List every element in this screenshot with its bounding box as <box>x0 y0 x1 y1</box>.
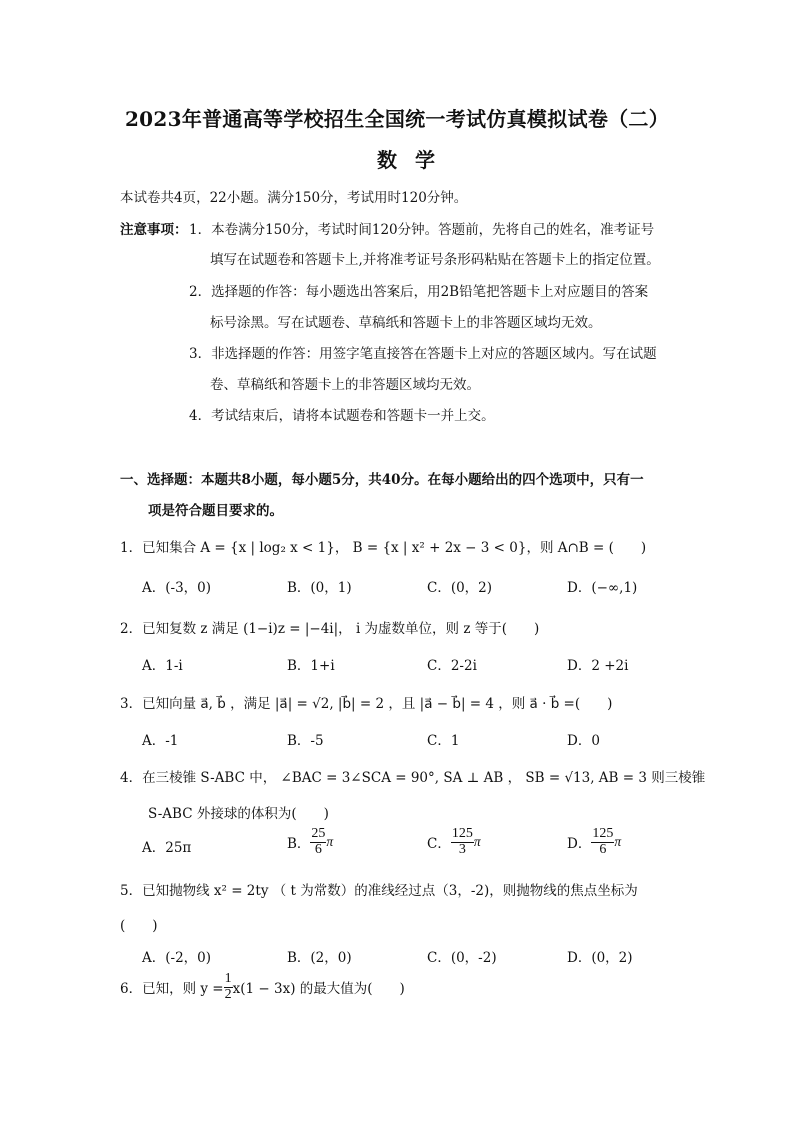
question-6-fraction <box>224 972 233 1002</box>
option-d-fraction <box>591 827 614 857</box>
option-letter: B． <box>287 836 311 853</box>
question-5-option-c: C．(0，-2) <box>427 950 497 966</box>
notice-item-1-line1: 1．本卷满分150分，考试时间120分钟。答题前，先将自己的姓名，准考证号 <box>189 222 655 238</box>
question-3-stem: 3．已知向量 a⃗, b⃗ ，满足 |a⃗| = √2, |b⃗| = 2 ，且 |a⃗ − b⃗| = 4 ，则 a⃗ · b⃗ =( ) <box>120 696 613 712</box>
question-6-stem-pre: 6．已知，则 y = <box>120 981 224 998</box>
question-4-option-c <box>427 827 481 857</box>
question-5-stem: 5．已知抛物线 x² = 2ty （ t 为常数）的准线经过点（3，-2)，则抛物线的焦点坐标为 <box>120 883 638 899</box>
question-2-option-b: B．1+i <box>287 658 335 674</box>
question-2-option-a: A．1-i <box>142 658 183 674</box>
page-title: 2023年普通高等学校招生全国统一考试仿真模拟试卷（二） <box>124 107 670 131</box>
question-4-option-a: A．25π <box>142 840 192 856</box>
section1-heading-line1: 一、选择题：本题共8小题，每小题5分，共40分。在每小题给出的四个选项中，只有一 <box>120 472 644 488</box>
question-1-option-a: A．(-3，0) <box>142 580 212 596</box>
question-5-option-a: A．(-2，0) <box>142 950 212 966</box>
question-1-stem: 1．已知集合 A = {x | log₂ x < 1}， B = {x | x² + 2x − 3 < 0}，则 A∩B = ( ) <box>120 540 647 556</box>
question-3-option-d: D．0 <box>567 733 600 749</box>
pi-symbol: π <box>473 834 481 850</box>
option-c-fraction <box>451 827 474 857</box>
notice-item-1-line2: 填写在试题卷和答题卡上,并将准考证号条形码粘贴在答题卡上的指定位置。 <box>210 252 660 268</box>
question-1-option-d: D．(−∞,1) <box>567 580 638 596</box>
notice-item-3-line2: 卷、草稿纸和答题卡上的非答题区域均无效。 <box>210 377 480 393</box>
notice-item-2-line2: 标号涂黑。写在试题卷、草稿纸和答题卡上的非答题区域均无效。 <box>210 315 602 331</box>
question-3-option-a: A．-1 <box>142 733 179 749</box>
option-letter: C． <box>427 836 451 853</box>
intro-text: 本试卷共4页，22小题。满分150分，考试用时120分钟。 <box>120 190 468 206</box>
question-2-stem: 2．已知复数 z 满足 (1−i)z = |−4i|， i 为虚数单位，则 z 等于( ) <box>120 621 540 637</box>
question-6-stem <box>120 972 405 1002</box>
fraction-denominator: 2 <box>224 986 232 1002</box>
question-3-option-b: B．-5 <box>287 733 324 749</box>
option-b-fraction <box>310 827 326 857</box>
question-4-option-b <box>287 827 333 857</box>
notice-item-2-line1: 2．选择题的作答：每小题选出答案后，用2B铅笔把答题卡上对应题目的答案 <box>189 284 649 300</box>
question-1-option-b: B．(0，1) <box>287 580 352 596</box>
pi-symbol: π <box>326 834 334 850</box>
fraction-numerator: 1 <box>224 971 232 986</box>
fraction-denominator: 6 <box>599 841 607 857</box>
question-1-option-c: C．(0，2) <box>427 580 493 596</box>
question-2-option-c: C．2-2i <box>427 658 477 674</box>
fraction-denominator: 6 <box>314 841 322 857</box>
question-5-option-d: D．(0，2) <box>567 950 633 966</box>
question-3-option-c: C．1 <box>427 733 460 749</box>
question-5-stem-line2: ( ) <box>120 918 158 934</box>
section1-heading-line2: 项是符合题目要求的。 <box>148 503 283 519</box>
question-2-option-d: D．2 +2i <box>567 658 629 674</box>
notice-item-4-line1: 4．考试结束后，请将本试题卷和答题卡一并上交。 <box>189 408 495 424</box>
notice-item-3-line1: 3．非选择题的作答：用签字笔直接答在答题卡上对应的答题区域内。写在试题 <box>189 346 657 362</box>
question-5-option-b: B．(2，0) <box>287 950 352 966</box>
fraction-denominator: 3 <box>458 841 466 857</box>
option-letter: D． <box>567 836 592 853</box>
question-4-stem-line2: S-ABC 外接球的体积为( ) <box>148 806 329 822</box>
subject-heading: 数学 <box>377 148 453 172</box>
question-6-stem-post: x(1 − 3x) 的最大值为( ) <box>232 981 405 998</box>
fraction-numerator: 125 <box>451 826 473 841</box>
notice-label: 注意事项： <box>120 222 188 238</box>
fraction-numerator: 25 <box>311 826 326 841</box>
question-4-option-d <box>567 827 621 857</box>
pi-symbol: π <box>614 834 622 850</box>
question-4-stem: 4．在三棱锥 S-ABC 中， ∠BAC = 3∠SCA = 90°, SA ⊥ AB ， SB = √13, AB = 3 则三棱锥 <box>120 770 706 786</box>
fraction-numerator: 125 <box>592 826 614 841</box>
